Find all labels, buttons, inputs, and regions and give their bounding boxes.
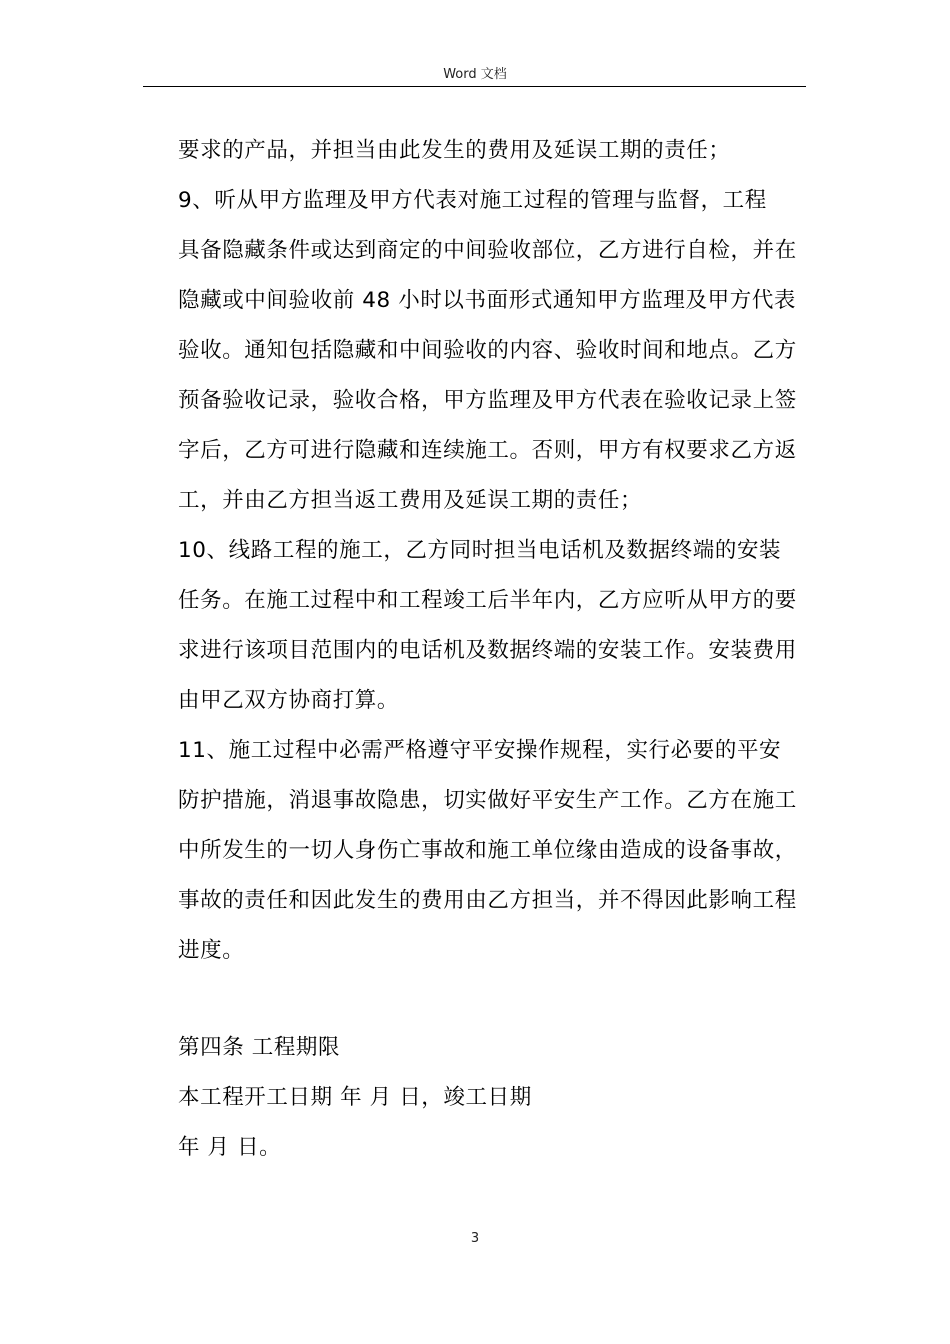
text-line: 预备验收记录，验收合格，甲方监理及甲方代表在验收记录上签 <box>178 388 797 413</box>
text-line: 要求的产品，并担当由此发生的费用及延误工期的责任； <box>178 138 731 163</box>
text-line: 验收。通知包括隐藏和中间验收的内容、验收时间和地点。乙方 <box>178 338 797 363</box>
text-line: 任务。在施工过程中和工程竣工后半年内，乙方应听从甲方的要 <box>178 588 797 613</box>
text-line: 由甲乙双方协商打算。 <box>178 688 400 713</box>
text-line: 字后，乙方可进行隐藏和连续施工。否则，甲方有权要求乙方返 <box>178 438 797 463</box>
text-line: 事故的责任和因此发生的费用由乙方担当，并不得因此影响工程 <box>178 888 797 913</box>
text-line: 隐藏或中间验收前 48 小时以书面形式通知甲方监理及甲方代表 <box>178 288 797 313</box>
text-line: 具备隐藏条件或达到商定的中间验收部位，乙方进行自检，并在 <box>178 238 797 263</box>
text-line: 防护措施，消退事故隐患，切实做好平安生产工作。乙方在施工 <box>178 788 797 813</box>
section-heading: 第四条 工程期限 <box>178 1035 341 1060</box>
text-line: 工，并由乙方担当返工费用及延误工期的责任； <box>178 488 643 513</box>
text-line: 本工程开工日期 年 月 日，竣工日期 <box>178 1085 532 1110</box>
header-divider <box>143 86 806 87</box>
text-line: 中所发生的一切人身伤亡事故和施工单位缘由造成的设备事故， <box>178 838 797 863</box>
text-line: 求进行该项目范围内的电话机及数据终端的安装工作。安装费用 <box>178 638 797 663</box>
header-title: Word 文档 <box>443 67 507 82</box>
text-line: 年 月 日。 <box>178 1135 282 1160</box>
text-line: 9、听从甲方监理及甲方代表对施工过程的管理与监督，工程 <box>178 188 767 213</box>
text-line: 进度。 <box>178 938 245 963</box>
text-line: 10、线路工程的施工，乙方同时担当电话机及数据终端的安装 <box>178 538 782 563</box>
text-line: 11、施工过程中必需严格遵守平安操作规程，实行必要的平安 <box>178 738 782 763</box>
page-number: 3 <box>470 1231 480 1246</box>
